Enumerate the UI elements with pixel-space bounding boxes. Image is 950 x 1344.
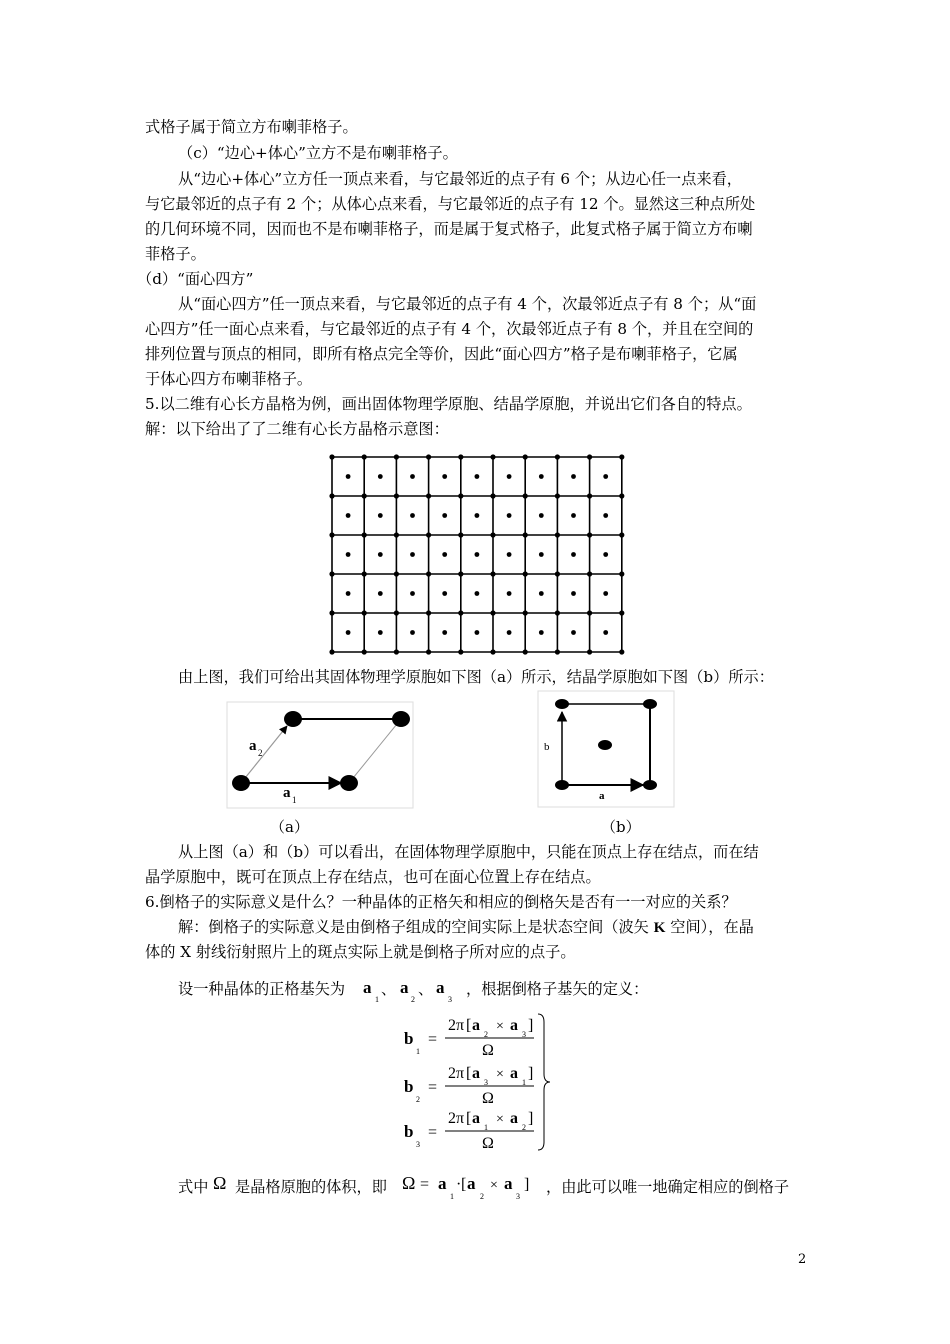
text-line: 体的 X 射线衍射照片上的斑点实际上就是倒格子所对应的点子。 (145, 943, 576, 961)
svg-text:·: · (456, 1176, 462, 1193)
center-point (410, 630, 415, 635)
svg-text:3: 3 (516, 1192, 520, 1201)
center-point (410, 513, 415, 518)
svg-text:Ω: Ω (482, 1042, 494, 1059)
text-line: 从上图（a）和（b）可以看出，在固体物理学原胞中，只能在顶点上存在结点，而在结 (178, 843, 759, 861)
center-point (507, 630, 512, 635)
center-point (378, 513, 383, 518)
lattice-point (394, 571, 399, 576)
reciprocal-basis-equations (400, 1010, 560, 1160)
svg-text:×: × (496, 1019, 504, 1034)
basis-vectors-math (361, 975, 461, 1005)
svg-text:[: [ (466, 1110, 472, 1127)
lattice-point (490, 571, 495, 576)
equation-b2 (404, 1065, 534, 1107)
svg-text:=: = (428, 1124, 438, 1141)
center-point (539, 630, 544, 635)
text-line: 解：以下给出了了二维有心长方晶格示意图： (145, 420, 449, 438)
svg-text:3: 3 (484, 1078, 488, 1087)
lattice-point (619, 649, 624, 654)
text-line: 晶学原胞中，既可在顶点上存在结点，也可在面心位置上存在结点。 (145, 868, 601, 886)
lattice-point (619, 610, 624, 615)
center-point (442, 630, 447, 635)
lattice-point (458, 454, 463, 459)
lattice-point (362, 493, 367, 498)
svg-text:a: a (510, 1065, 518, 1082)
lattice-point (394, 493, 399, 498)
svg-text:]: ] (524, 1176, 530, 1193)
svg-text:3: 3 (448, 995, 452, 1004)
text-line: 排列位置与顶点的相同，即所有格点完全等价，因此“面心四方”格子是布喇菲格子，它属 (145, 345, 738, 363)
lattice-point (458, 532, 463, 537)
text-line: 式中 (178, 1178, 209, 1196)
center-point (346, 591, 351, 596)
vector-a1-label: a (283, 785, 291, 801)
text-line: 从“面心四方”任一顶点来看，与它最邻近的点子有 4 个，次最邻近点子有 8 个；从“面 (178, 295, 757, 313)
svg-text:3: 3 (522, 1030, 526, 1039)
svg-text:=: = (428, 1079, 438, 1096)
center-point (507, 513, 512, 518)
center-point (346, 474, 351, 479)
lattice-point (587, 454, 592, 459)
svg-text:=: = (428, 1031, 438, 1048)
lattice-point (555, 610, 560, 615)
text-line: 心四方”任一面心点来看，与它最邻近的点子有 4 个，次最邻近点子有 8 个，并且在空间的 (145, 320, 754, 338)
lattice-point (394, 649, 399, 654)
svg-text:1: 1 (416, 1047, 420, 1056)
svg-text:Ω: Ω (482, 1090, 494, 1107)
lattice-point (555, 780, 569, 790)
lattice-point (523, 454, 528, 459)
svg-text:[: [ (466, 1017, 472, 1034)
svg-text:3: 3 (416, 1140, 420, 1149)
lattice-point (587, 532, 592, 537)
lattice-point (284, 711, 302, 727)
lattice-point (555, 532, 560, 537)
lattice-point (362, 532, 367, 537)
lattice-point (490, 649, 495, 654)
face-center-point (598, 740, 612, 750)
question-6: 6.倒格子的实际意义是什么？一种晶体的正格矢和相应的倒格矢是否有一一对应的关系？ (145, 893, 737, 911)
center-point (571, 513, 576, 518)
svg-text:×: × (490, 1178, 498, 1193)
lattice-point (619, 454, 624, 459)
center-point (475, 513, 480, 518)
lattice-point (555, 649, 560, 654)
svg-text:2: 2 (411, 995, 415, 1004)
center-point (475, 474, 480, 479)
lattice-point (458, 571, 463, 576)
lattice-point (426, 532, 431, 537)
center-point (603, 630, 608, 635)
svg-text:a: a (472, 1110, 480, 1127)
lattice-figure (324, 443, 630, 661)
omega-symbol (211, 1170, 233, 1196)
svg-text:a: a (467, 1174, 476, 1193)
lattice-point (362, 610, 367, 615)
text-line: ，根据倒格子基矢的定义： (466, 980, 649, 998)
svg-text:2: 2 (484, 1030, 488, 1039)
question-5: 5.以二维有心长方晶格为例，画出固体物理学原胞、结晶学原胞，并说出它们各自的特点。 (145, 395, 752, 413)
lattice-point (523, 493, 528, 498)
lattice-point (426, 649, 431, 654)
center-point (475, 591, 480, 596)
conventional-cell-figure (537, 690, 675, 808)
lattice-point (619, 571, 624, 576)
text-line: 的几何环境不同，因而也不是布喇菲格子，而是属于复式格子，此复式格子属于简立方布喇 (145, 220, 753, 238)
lattice-point (329, 532, 334, 537)
center-point (507, 591, 512, 596)
lattice-point (392, 711, 410, 727)
lattice-point (362, 454, 367, 459)
primitive-cell-figure (225, 700, 415, 812)
center-point (442, 591, 447, 596)
lattice-point (587, 610, 592, 615)
svg-text:Ω: Ω (213, 1173, 227, 1193)
center-point (571, 591, 576, 596)
basis-vectors-line: 设一种晶体的正格基矢为 (178, 980, 346, 998)
lattice-point (426, 493, 431, 498)
lattice-point (329, 454, 334, 459)
lattice-point (523, 532, 528, 537)
svg-text:1: 1 (450, 1192, 454, 1201)
center-point (571, 552, 576, 557)
svg-text:1: 1 (522, 1078, 526, 1087)
lattice-point (490, 610, 495, 615)
lattice-point (329, 610, 334, 615)
svg-text:1: 1 (375, 995, 379, 1004)
center-point (442, 552, 447, 557)
lattice-point (458, 493, 463, 498)
lattice-point (340, 775, 358, 791)
lattice-point (587, 571, 592, 576)
center-point (346, 552, 351, 557)
text-span: 解：倒格子的实际意义是由倒格子组成的空间实际上是状态空间（波矢 (178, 918, 654, 936)
lattice-point (643, 780, 657, 790)
vector-a2-sub: 2 (258, 748, 263, 758)
lattice-point (587, 649, 592, 654)
volume-formula (400, 1170, 546, 1202)
center-point (442, 474, 447, 479)
lattice-point (523, 610, 528, 615)
center-point (378, 591, 383, 596)
svg-text:[: [ (466, 1065, 472, 1082)
svg-text:a: a (438, 1174, 447, 1193)
text-line: 于体心四方布喇菲格子。 (145, 370, 313, 388)
text-line: 从“边心+体心”立方任一顶点来看，与它最邻近的点子有 6 个；从边心任一点来看， (178, 170, 742, 188)
text-line: 式格子属于简立方布喇菲格子。 (145, 118, 358, 136)
lattice-point (490, 493, 495, 498)
figure-a-caption: （a） (270, 818, 309, 836)
center-point (475, 630, 480, 635)
center-point (539, 552, 544, 557)
lattice-point (555, 454, 560, 459)
lattice-point (394, 532, 399, 537)
text-line: 菲格子。 (145, 245, 206, 263)
svg-text:=: = (420, 1176, 430, 1193)
center-point (603, 552, 608, 557)
center-point (378, 630, 383, 635)
lattice-point (555, 571, 560, 576)
center-point (378, 474, 383, 479)
svg-text:a: a (472, 1017, 480, 1034)
svg-text:]: ] (528, 1017, 534, 1034)
lattice-point (555, 493, 560, 498)
svg-text:2: 2 (416, 1095, 420, 1104)
svg-text:2π: 2π (448, 1065, 465, 1082)
svg-text:2: 2 (480, 1192, 484, 1201)
side-b-label: b (544, 741, 550, 753)
center-point (539, 513, 544, 518)
svg-text:×: × (496, 1067, 504, 1082)
svg-text:2π: 2π (448, 1110, 465, 1127)
center-point (539, 474, 544, 479)
lattice-point (394, 454, 399, 459)
lattice-point (329, 649, 334, 654)
text-line: 与它最邻近的点子有 2 个；从体心点来看，与它最邻近的点子有 12 个。显然这三种点所处 (145, 195, 756, 213)
center-point (603, 513, 608, 518)
center-point (507, 474, 512, 479)
svg-text:Ω: Ω (402, 1173, 416, 1193)
lattice-point (490, 454, 495, 459)
text-line: 是晶格原胞的体积，即 (235, 1178, 387, 1196)
svg-text:Ω: Ω (482, 1135, 494, 1152)
lattice-point (490, 532, 495, 537)
center-point (346, 513, 351, 518)
lattice-point (232, 775, 250, 791)
lattice-point (555, 699, 569, 709)
text-line: （c）“边心+体心”立方不是布喇菲格子。 (178, 144, 458, 162)
lattice-point (523, 571, 528, 576)
lattice-point (619, 493, 624, 498)
text-line: （d）“面心四方” (137, 270, 254, 288)
lattice-point (394, 610, 399, 615)
svg-text:[: [ (461, 1176, 467, 1193)
page-number: 2 (798, 1252, 807, 1267)
center-point (539, 591, 544, 596)
svg-text:b: b (404, 1029, 414, 1048)
svg-text:2π: 2π (448, 1017, 465, 1034)
center-point (410, 591, 415, 596)
svg-text:a: a (363, 978, 372, 997)
svg-text:b: b (404, 1122, 414, 1141)
svg-text:a: a (510, 1017, 518, 1034)
center-point (442, 513, 447, 518)
lattice-point (426, 571, 431, 576)
center-point (410, 552, 415, 557)
side-a-label: a (599, 790, 605, 802)
svg-text:b: b (404, 1077, 414, 1096)
center-point (475, 552, 480, 557)
center-point (346, 630, 351, 635)
svg-text:a: a (504, 1174, 513, 1193)
text-line: ，由此可以唯一地确定相应的倒格子 (546, 1178, 789, 1196)
svg-text:2: 2 (522, 1123, 526, 1132)
lattice-point (426, 454, 431, 459)
k-symbol: K (653, 919, 666, 936)
figure-b-caption: （b） (601, 818, 641, 836)
center-point (378, 552, 383, 557)
center-point (571, 474, 576, 479)
lattice-point (426, 610, 431, 615)
svg-text:a: a (400, 978, 409, 997)
lattice-point (458, 610, 463, 615)
center-point (603, 591, 608, 596)
center-point (571, 630, 576, 635)
center-point (603, 474, 608, 479)
lattice-point (329, 571, 334, 576)
svg-text:a: a (472, 1065, 480, 1082)
lattice-point (619, 532, 624, 537)
text-line (178, 916, 754, 939)
vector-a1-sub: 1 (292, 795, 297, 805)
equation-b1 (404, 1017, 534, 1059)
text-span: 空间），在晶 (665, 918, 754, 936)
center-point (410, 474, 415, 479)
svg-text:、: 、 (418, 982, 434, 998)
lattice-point (523, 649, 528, 654)
lattice-point (329, 493, 334, 498)
svg-text:1: 1 (484, 1123, 488, 1132)
svg-text:a: a (436, 978, 445, 997)
lattice-point (362, 649, 367, 654)
svg-text:]: ] (528, 1065, 534, 1082)
lattice-point (362, 571, 367, 576)
vector-a2-label: a (249, 738, 257, 754)
text-line: 由上图，我们可给出其固体物理学原胞如下图（a）所示，结晶学原胞如下图（b）所示： (178, 668, 774, 686)
lattice-point (643, 699, 657, 709)
center-point (507, 552, 512, 557)
svg-text:×: × (496, 1112, 504, 1127)
lattice-point (587, 493, 592, 498)
svg-text:、: 、 (381, 982, 397, 998)
lattice-point (458, 649, 463, 654)
right-brace (538, 1014, 550, 1150)
equation-b3 (404, 1110, 534, 1152)
svg-text:a: a (510, 1110, 518, 1127)
svg-text:]: ] (528, 1110, 534, 1127)
